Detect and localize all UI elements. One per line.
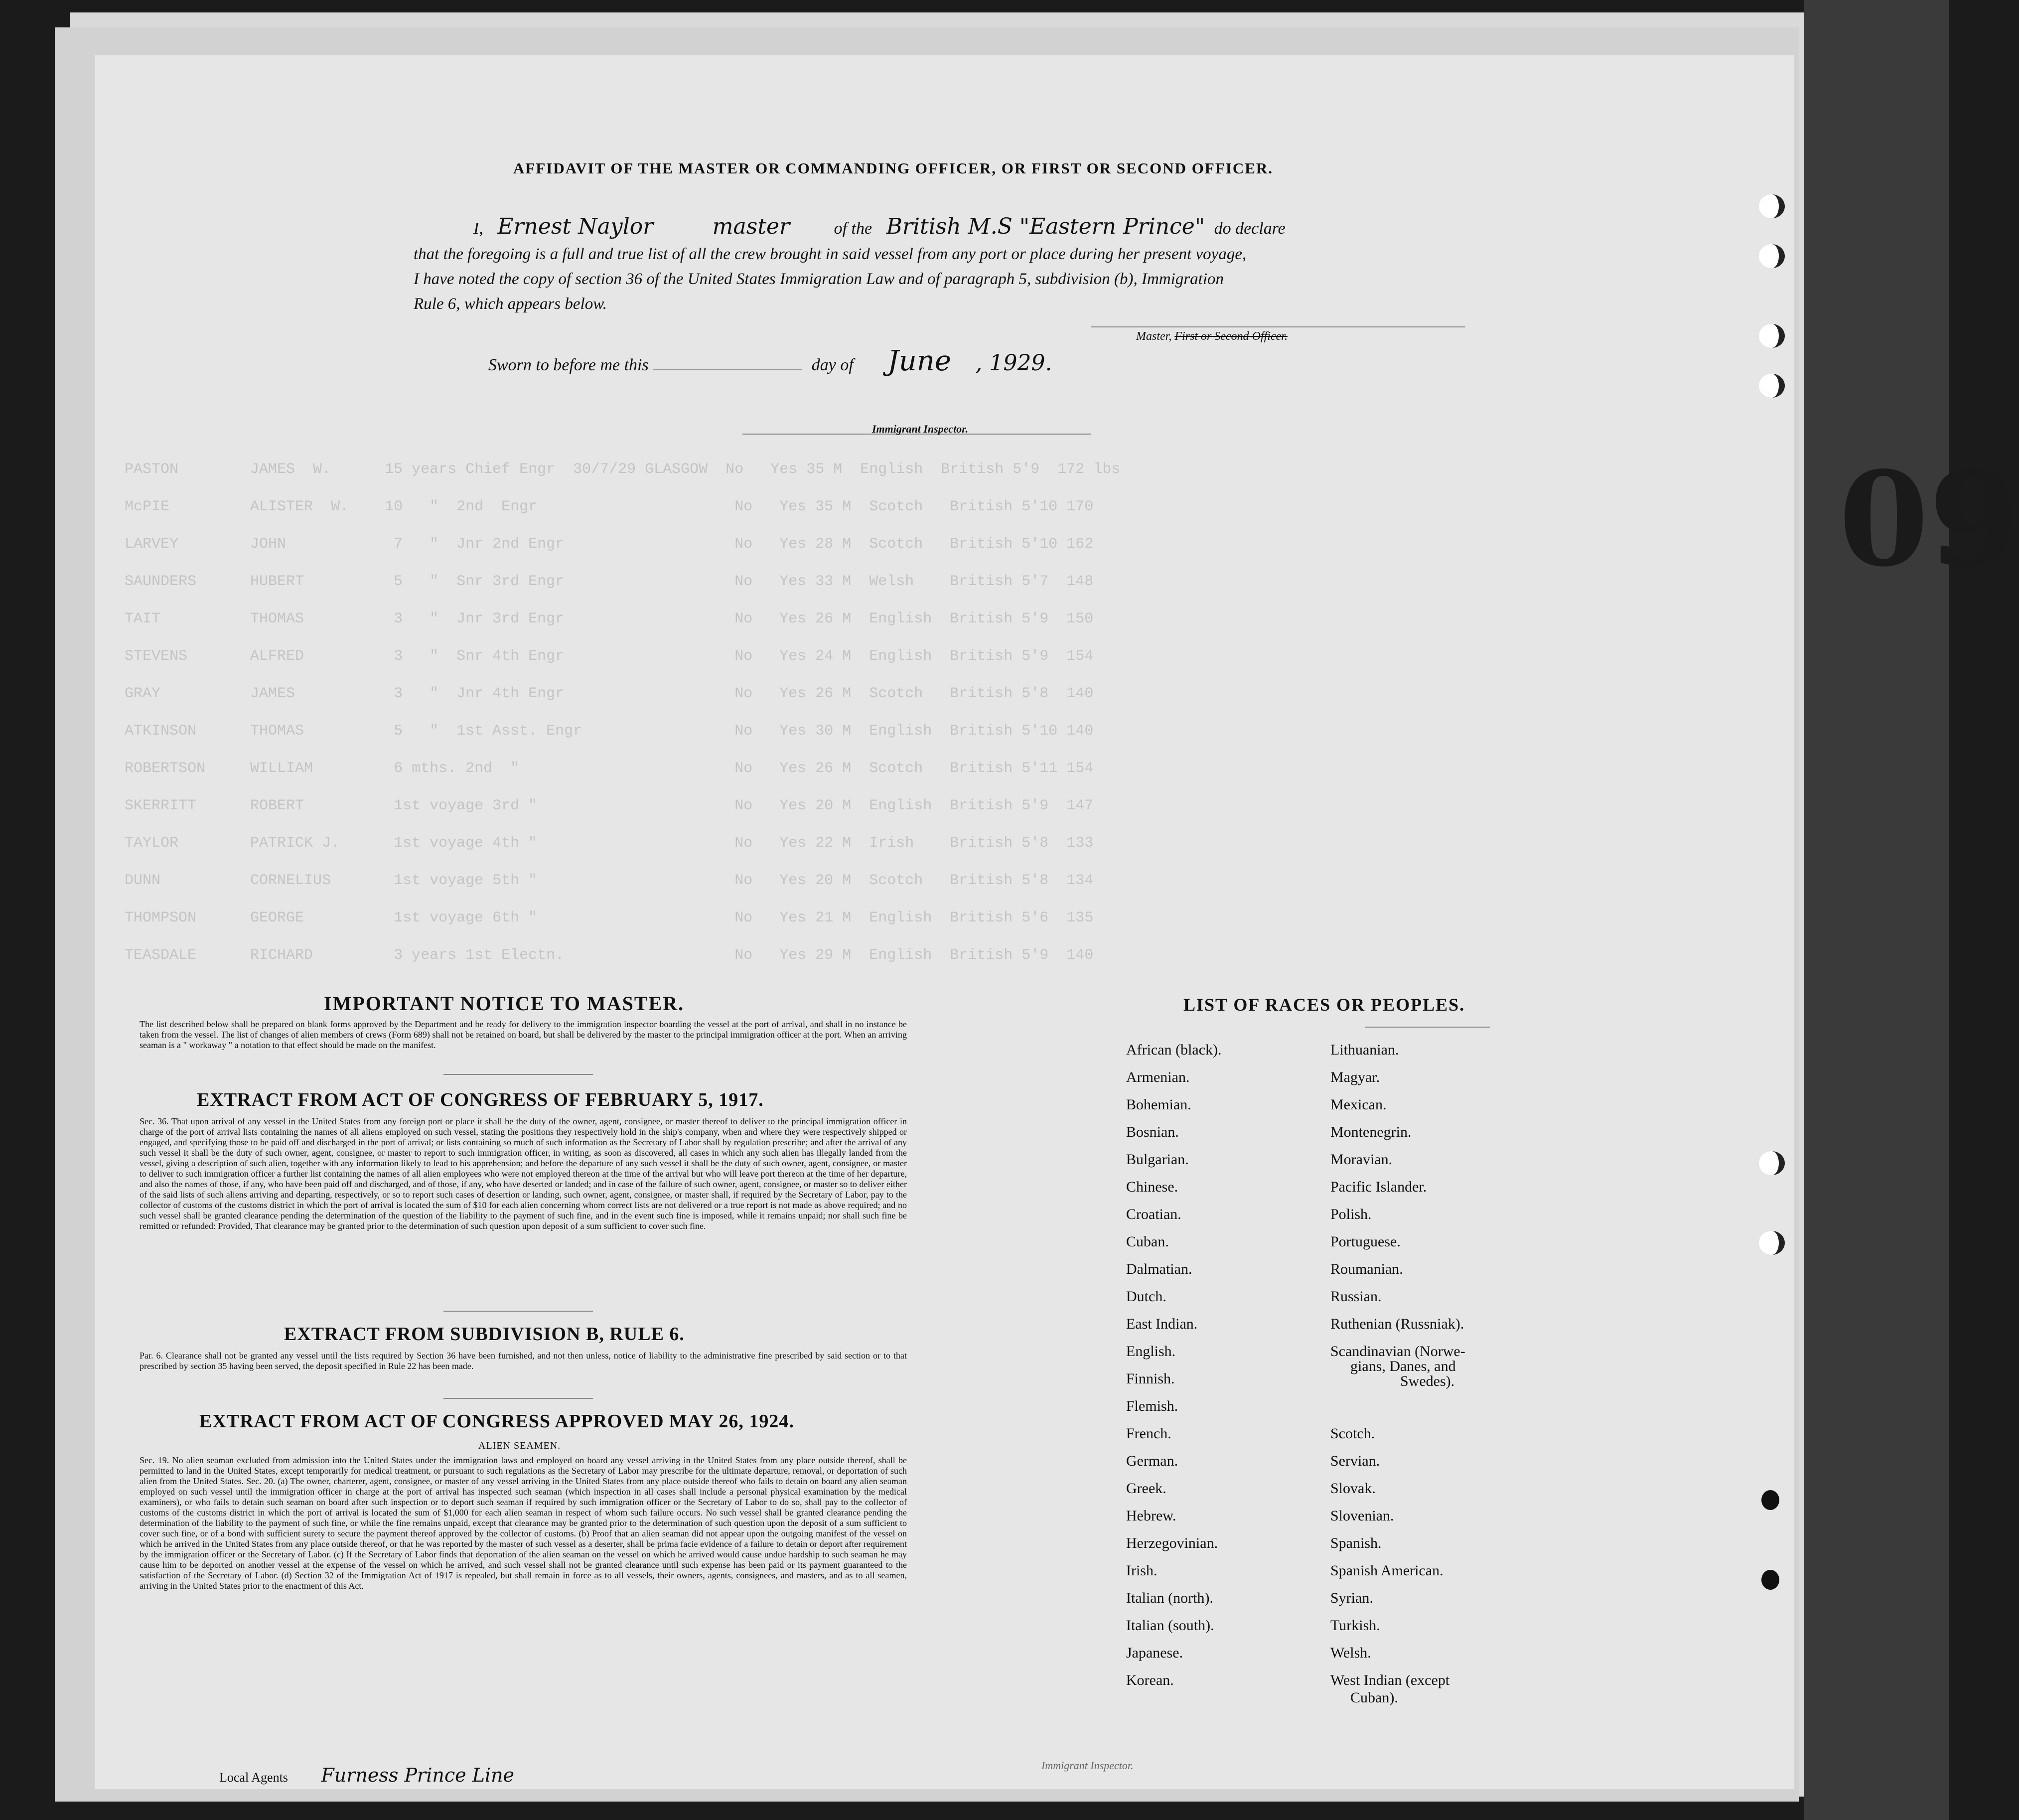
bleed-through-row: TAYLOR PATRICK J. 1st voyage 4th " No Yes 22 M Irish British 5'8 133: [125, 835, 1094, 852]
race-item: German.: [1126, 1453, 1178, 1469]
race-item: gians, Danes, and: [1350, 1358, 1456, 1374]
affidavit-line-4: Rule 6, which appears below.: [414, 295, 607, 313]
extract-1924-body: Sec. 19. No alien seaman excluded from admission into the United States under the immigration laws and employed on board any vessel arriving in the United States from any place outside thereof, shall be permitted to land in the United States, except temporarily for medical treatment, or pursuant to such regulations as the Secretary of Labor may prescribe for the ultimate departure, removal, or deportation of such alien from the United States. Sec. 20. (a) The owner, charterer, agent, consignee, or master of any vessel arriving in the United States from any place outside thereof who fails to detain on board any alien seaman employed on such vessel until the immigration officer in charge at the port of arrival has inspected such seaman (which inspection in all cases shall include a personal physical examination by the medical examiners), or who fails to detain such seaman on board after such inspection or to deport such seaman if required by such immigration officer or the Secretary of Labor to do so, shall pay to the collector of customs of the customs district in which the port of arrival is located the sum of $1,000 for each alien seaman in respect of whom such failure occurs. No such vessel shall be granted clearance pending the determination of the liability to the payment of such fine, or while the fine remains unpaid, except that clearance may be granted prior to the determination of such question upon the deposit of a sum sufficient to cover such fine, or of a bond with sufficient surety to secure the payment thereof approved by the collector of customs. (b) Proof that an alien seaman did not appear upon the outgoing manifest of the vessel on which he arrived in the United States from any place outside thereof, or that he was reported by the master of such vessel as a deserter, shall be prima facie evidence of a failure to detain or deport after requirement by the immigration officer or the Secretary of Labor. (c) If the Secretary of Labor finds that deportation of the alien seaman on the vessel on which he arrived would cause undue hardship to such seaman he may cause him to be deported on another vessel at the expense of the vessel on which he arrived, and such vessel shall not be granted clearance until such expense has been paid or its payment guaranteed to the satisfaction of the Secretary of Labor. (d) Section 32 of the Immigration Act of 1917 is repealed, but shall remain in force as to all vessels, their owners, agents, consignees, and masters, and as to all seamen, arriving in the United States prior to the enactment of this Act.: [140, 1455, 907, 1591]
race-item: East Indian.: [1126, 1316, 1198, 1332]
divider: [443, 1398, 593, 1399]
manifest-page: [95, 55, 2019, 1789]
binder-hole: [1759, 324, 1785, 348]
race-item: Dutch.: [1126, 1288, 1166, 1305]
bleed-through-row: PASTON JAMES W. 15 years Chief Engr 30/7/29 GLASGOW No Yes 35 M English British 5'9 172 lbs: [125, 461, 1121, 478]
of-the-label: of the: [834, 219, 872, 238]
race-item: English.: [1126, 1343, 1176, 1360]
affidavit-line-2: that the foregoing is a full and true list of all the crew brought in said vessel from any port or place during her present voyage,: [414, 245, 1247, 263]
race-item: African (black).: [1126, 1042, 1222, 1058]
race-item: Finnish.: [1126, 1370, 1175, 1387]
sworn-line: [488, 345, 1385, 378]
bleed-through-row: THOMPSON GEORGE 1st voyage 6th " No Yes 21 M English British 5'6 135: [125, 910, 1094, 926]
inspector-label: Immigrant Inspector.: [872, 423, 969, 435]
race-item: Polish.: [1330, 1206, 1372, 1222]
race-item: Dalmatian.: [1126, 1261, 1192, 1277]
notice-body: The list described below shall be prepared on blank forms approved by the Department and be ready for delivery to the immigration inspector boarding the vessel at the port of arrival, and shall in no instance be taken from the vessel. The list of changes of alien members of crews (Form 689) shall not be retained on board, but shall be delivered by the master to the principal immigration officer at the port. When an arriving seaman is a " workaway " a notation to that effect should be made on the manifest.: [140, 1019, 907, 1050]
officer-label-struck: First or Second Officer.: [1174, 330, 1288, 343]
race-item: Slovak.: [1330, 1480, 1376, 1497]
race-item: Pacific Islander.: [1330, 1179, 1427, 1195]
bleed-through-row: TEASDALE RICHARD 3 years 1st Electn. No Yes 29 M English British 5'9 140: [125, 947, 1094, 964]
race-item: Russian.: [1330, 1288, 1382, 1305]
binder-hole: [1759, 1151, 1785, 1175]
extract-1917-title: EXTRACT FROM ACT OF CONGRESS OF FEBRUARY 5, 1917.: [197, 1089, 764, 1110]
race-item: Roumanian.: [1330, 1261, 1403, 1277]
sworn-year: , 1929.: [975, 350, 1052, 376]
race-item: Chinese.: [1126, 1179, 1178, 1195]
race-item: Spanish American.: [1330, 1562, 1443, 1579]
race-item: Hebrew.: [1126, 1508, 1176, 1524]
binder-hole: [1759, 1231, 1785, 1255]
dark-background-right: [1804, 0, 1949, 1820]
race-item: Cuban.: [1126, 1233, 1169, 1250]
race-item: Cuban).: [1350, 1689, 1398, 1706]
divider: [443, 1074, 593, 1075]
affidavit-line-3: I have noted the copy of section 36 of the United States Immigration Law and of paragraph 5, subdivision (b), Immigration: [414, 270, 1224, 288]
race-item: Slovenian.: [1330, 1508, 1394, 1524]
race-item: Japanese.: [1126, 1645, 1183, 1661]
race-item: French.: [1126, 1425, 1171, 1442]
affidavit-title: AFFIDAVIT OF THE MASTER OR COMMANDING OFFICER, OR FIRST OR SECOND OFFICER.: [513, 159, 1274, 177]
extract-1917-body: Sec. 36. That upon arrival of any vessel in the United States from any foreign port or place it shall be the duty of the owner, agent, consignee, or master thereof to deliver to the principal immigration officer in charge of the port of arrival lists containing the names of all aliens employed on such vessel, stating the positions they respectively hold in the ship's company, when and where they were respectively shipped or engaged, and specifying those to be paid off and discharged in the port of arrival; or lists containing so much of such information as the Secretary of Labor shall by regulation prescribe; and after the arrival of any such vessel it shall be the duty of such owner, agent, consignee, or master to report to such immigration officer, in writing, as soon as discovered, all cases in which any such alien has illegally landed from the vessel, giving a description of such alien, together with any information likely to lead to his apprehension; and before the departure of any such vessel it shall be the duty of such owner, agent, consignee, or master to deliver to such immigration officer a further list containing the names of all alien employees who were not employed thereon at the time of the arrival but who will leave port thereon at the time of her departure, and also the names of those, if any, who have been paid off and discharged, and of those, if any, who have deserted or landed; and in case of the failure of such owner, agent, consignee, or master so to deliver either of the said lists of such aliens arriving and departing, respectively, or so to report such cases of desertion or landing, such owner, agent, consignee, or master shall, if required by the Secretary of Labor, pay to the collector of customs of the customs district in which the port of arrival is located the sum of $10 for each alien concerning whom correct lists are not delivered or a true report is not made as above required; and no such vessel shall be granted clearance pending the determination of the question of the liability to the payment of such fine, and in the event such fine is imposed, while it remains unpaid; nor shall such fine be remitted or refunded: Provided, That clearance may be granted prior to the determination of such question upon deposit of a sum sufficient to cover such fine.: [140, 1116, 907, 1231]
race-item: Armenian.: [1126, 1069, 1190, 1085]
binder-hole: [1759, 374, 1785, 398]
sworn-prefix: Sworn to before me this: [488, 356, 649, 374]
bleed-through-row: McPIE ALISTER W. 10 " 2nd Engr No Yes 35 M Scotch British 5'10 170: [125, 498, 1094, 515]
master-label: Master,: [1136, 330, 1172, 343]
master-label-row: [1136, 330, 1288, 343]
binder-hole: [1759, 194, 1785, 218]
race-item: Montenegrin.: [1330, 1124, 1412, 1140]
master-signature-line: [1091, 326, 1465, 327]
race-item: Greek.: [1126, 1480, 1166, 1497]
divider: [1365, 1027, 1490, 1028]
race-item: Lithuanian.: [1330, 1042, 1399, 1058]
race-item: Bosnian.: [1126, 1124, 1179, 1140]
sworn-day-blank: [653, 369, 802, 370]
race-item: Irish.: [1126, 1562, 1157, 1579]
bleed-through-row: SAUNDERS HUBERT 5 " Snr 3rd Engr No Yes 33 M Welsh British 5'7 148: [125, 573, 1094, 590]
race-item: Portuguese.: [1330, 1233, 1401, 1250]
race-item: Ruthenian (Russniak).: [1330, 1316, 1464, 1332]
bleed-through-row: ROBERTSON WILLIAM 6 mths. 2nd " No Yes 26 M Scotch British 5'11 154: [125, 760, 1094, 777]
race-item: Scotch.: [1330, 1425, 1375, 1442]
margin-number-mark: 09: [1839, 444, 2019, 596]
extract-rule6-body: Par. 6. Clearance shall not be granted any vessel until the lists required by Section 36 have been furnished, and not then unless, notice of liability to the administrative fine prescribed by said section or to that prescribed by section 35 having been served, the deposit specified in Rule 22 has been made.: [140, 1351, 907, 1371]
day-of-label: day of: [811, 356, 854, 374]
races-title: LIST OF RACES OR PEOPLES.: [1183, 995, 1465, 1015]
binder-hole: [1761, 1570, 1779, 1590]
affidavit-line-1: [473, 214, 1470, 241]
race-item: Croatian.: [1126, 1206, 1181, 1222]
binder-hole: [1761, 1490, 1779, 1510]
race-item: Italian (south).: [1126, 1617, 1214, 1634]
bleed-through-row: STEVENS ALFRED 3 " Snr 4th Engr No Yes 24 M English British 5'9 154: [125, 648, 1094, 665]
race-item: Swedes).: [1400, 1373, 1455, 1389]
binder-hole: [1759, 244, 1785, 268]
race-item: Syrian.: [1330, 1590, 1373, 1606]
sworn-month: June: [887, 345, 952, 377]
bleed-through-row: DUNN CORNELIUS 1st voyage 5th " No Yes 20 M Scotch British 5'8 134: [125, 872, 1094, 889]
notice-title: IMPORTANT NOTICE TO MASTER.: [324, 992, 685, 1015]
race-item: Turkish.: [1330, 1617, 1380, 1634]
race-item: Moravian.: [1330, 1151, 1393, 1168]
footer-inspector-label: Immigrant Inspector.: [1041, 1759, 1134, 1772]
bleed-through-row: ATKINSON THOMAS 5 " 1st Asst. Engr No Yes 30 M English British 5'10 140: [125, 723, 1094, 740]
race-item: Bohemian.: [1126, 1096, 1191, 1113]
master-rank: master: [712, 214, 790, 239]
race-item: Servian.: [1330, 1453, 1380, 1469]
extract-1924-subtitle: ALIEN SEAMEN.: [478, 1440, 561, 1451]
race-item: Scandinavian (Norwe-: [1330, 1343, 1465, 1360]
race-item: Spanish.: [1330, 1535, 1382, 1551]
local-agents-label: Local Agents: [219, 1770, 288, 1785]
race-item: Mexican.: [1330, 1096, 1387, 1113]
race-item: Bulgarian.: [1126, 1151, 1189, 1168]
race-item: Magyar.: [1330, 1069, 1380, 1085]
race-item: Herzegovinian.: [1126, 1535, 1218, 1551]
extract-rule6-title: EXTRACT FROM SUBDIVISION B, RULE 6.: [284, 1324, 685, 1345]
master-signature-name: Ernest Naylor: [497, 214, 654, 239]
race-item: Korean.: [1126, 1672, 1174, 1688]
divider: [443, 1311, 593, 1312]
race-item: Welsh.: [1330, 1645, 1371, 1661]
do-declare-label: do declare: [1214, 219, 1286, 238]
bleed-through-row: TAIT THOMAS 3 " Jnr 3rd Engr No Yes 26 M English British 5'9 150: [125, 610, 1094, 627]
local-agents-value: Furness Prince Line: [321, 1764, 515, 1786]
bleed-through-row: SKERRITT ROBERT 1st voyage 3rd " No Yes 20 M English British 5'9 147: [125, 797, 1094, 814]
bleed-through-row: LARVEY JOHN 7 " Jnr 2nd Engr No Yes 28 M Scotch British 5'10 162: [125, 536, 1094, 553]
vessel-name: British M.S "Eastern Prince": [886, 214, 1205, 239]
race-item: West Indian (except: [1330, 1672, 1450, 1688]
bleed-through-row: GRAY JAMES 3 " Jnr 4th Engr No Yes 26 M Scotch British 5'8 140: [125, 685, 1094, 702]
extract-1924-title: EXTRACT FROM ACT OF CONGRESS APPROVED MAY 26, 1924.: [199, 1411, 794, 1432]
local-agents-row: [219, 1764, 514, 1786]
race-item: Flemish.: [1126, 1398, 1178, 1414]
race-item: Italian (north).: [1126, 1590, 1213, 1606]
affidavit-prefix: I,: [473, 219, 483, 238]
